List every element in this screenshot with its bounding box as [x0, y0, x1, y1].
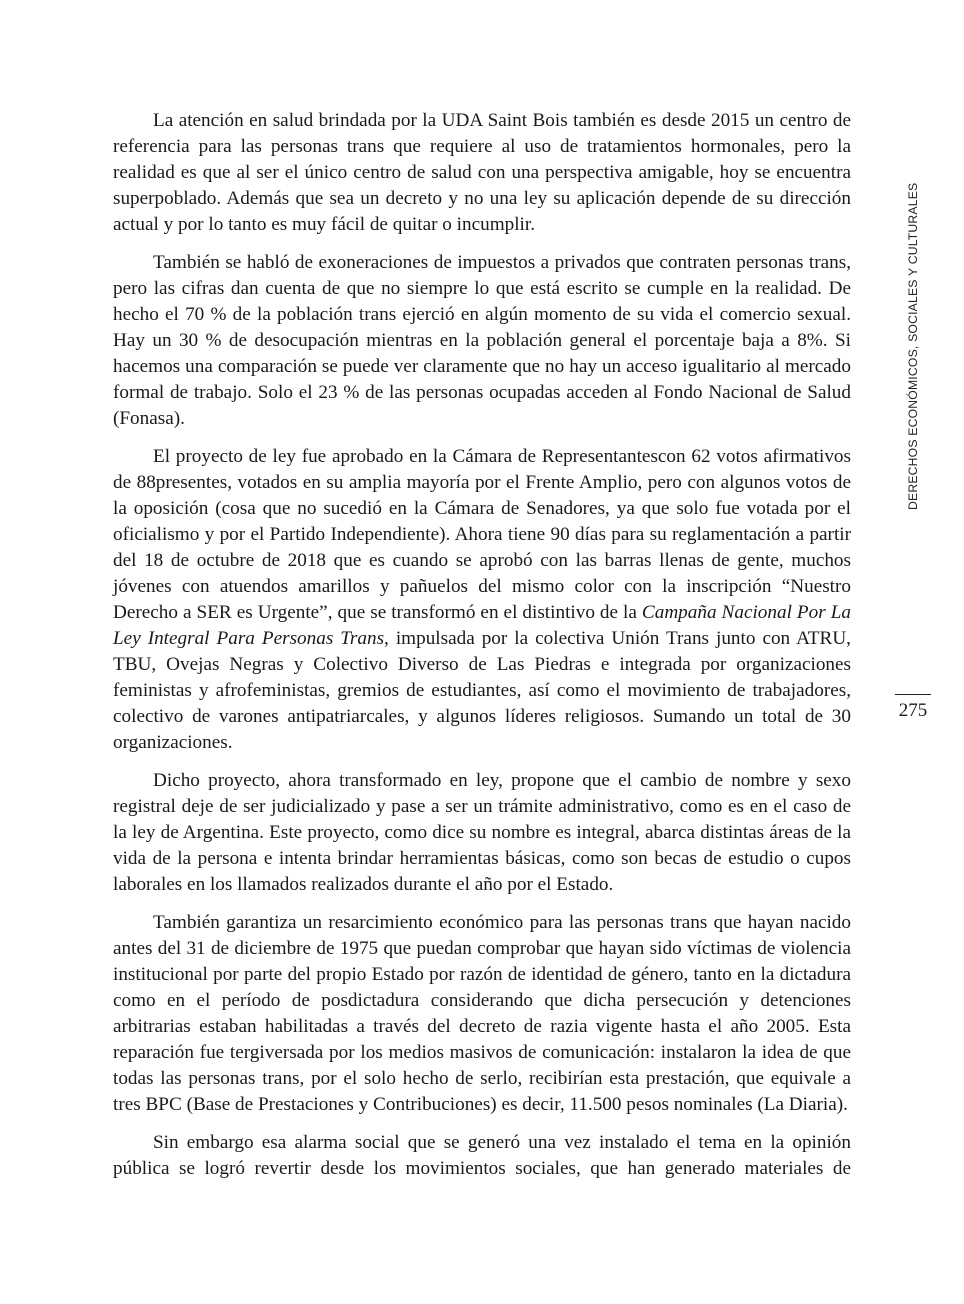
page-number-rule — [895, 694, 931, 695]
body-text — [113, 108, 851, 1182]
paragraph-alarma-social: Sin embargo esa alarma social que se generó una vez instalado el tema en la opinión pública se logró revertir desde los movimientos sociales, que han generado materiales de — [113, 1132, 851, 1179]
paragraph-resarcimiento: También garantiza un resarcimiento económico para las personas trans que hayan nacido antes del 31 de diciembre de 1975 que puedan comprobar que hayan sido víctimas de violencia institucional por parte del propio Estado por razón de identidad de género, tanto en la dictadura como en el período de posdictadura considerando que dicha persecución y detenciones arbitrarias estaban habilitadas a través del decreto de razia vigente hasta el año 2005. Esta reparación fue tergiversada por los medios masivos de comunicación: instalaron la idea de que todas las personas trans, por el solo hecho de serlo, recibirían esta prestación, que equivale a tres BPC (Base de Prestaciones y Contribuciones) es decir, 11.500 pesos nominales (La Diaria). — [113, 912, 851, 1115]
running-head: DERECHOS ECONÓMICOS, SOCIALES Y CULTURALES — [906, 182, 920, 510]
page-number: 275 — [898, 700, 928, 721]
paragraph-exoneraciones: También se habló de exoneraciones de impuestos a privados que contraten personas trans, pero las cifras dan cuenta de que no siempre lo que está escrito se cumple en la realidad. De hecho el 70 % de la población trans ejerció en algún momento de su vida el comercio sexual. Hay un 30 % de desocupación mientras en la población general el porcentaje baja a 8%. Si hacemos una comparación se puede ver claramente que no hay un acceso igualitario al mercado formal de trabajo. Solo el 23 % de las personas ocupadas acceden al Fondo Nacional de Salud (Fonasa). — [113, 252, 851, 429]
paragraph-uda-saint-bois: La atención en salud brindada por la UDA Saint Bois también es desde 2015 un centro de referencia para las personas trans que requiere al uso de tratamientos hormonales, pero la realidad es que al ser el único centro de salud con una perspectiva amigable, hoy se encuentra superpoblado. Además que sea un decreto y no una ley su aplicación depende de su dirección actual y por lo tanto es muy fácil de quitar o incumplir. — [113, 110, 851, 235]
paragraph-text-before: El proyecto de ley fue aprobado en la Cámara de Representantescon 62 votos afirmativos de 88presentes, votados en su amplia mayoría por el Frente Amplio, pero con algunos votos de la oposición (cosa que no sucedió en la Cámara de Senadores, ya que solo fue votada por el oficialismo y por el Partido Independiente). Ahora tiene 90 días para su reglamentación a partir del 18 de octubre de 2018 que es cuando se aprobó con las barras llenas de gente, muchos jóvenes con atuendos amarillos y pañuelos del mismo color con la inscripción “Nuestro Derecho a SER es Urgente”, que se transformó en el distintivo de la — [113, 446, 851, 623]
paragraph-proyecto-aprobado — [113, 444, 851, 756]
paragraph-text-after: , impulsada por la colectiva Unión Trans junto con ATRU, TBU, Ovejas Negras y Colectivo Diverso de Las Piedras e integrada por organizaciones feministas y afrofeministas, gremios de estudiantes, así como el movimiento de trabajadores, colectivo de varones antipatriarcales, y algunos líderes religiosos. Sumando un total de 30 organizaciones. — [113, 628, 851, 753]
paragraph-cambio-nombre: Dicho proyecto, ahora transformado en ley, propone que el cambio de nombre y sexo registral deje de ser judicializado y pase a ser un trámite administrativo, como es en el caso de la ley de Argentina. Este proyecto, como dice su nombre es integral, abarca distintas áreas de la vida de la persona e intenta brindar herramientas básicas, como son becas de estudio o cupos laborales en los llamados realizados durante el año por el Estado. — [113, 770, 851, 895]
campaign-name-italic: Campaña Nacional Por La Ley Integral Para Personas Trans — [113, 602, 851, 649]
